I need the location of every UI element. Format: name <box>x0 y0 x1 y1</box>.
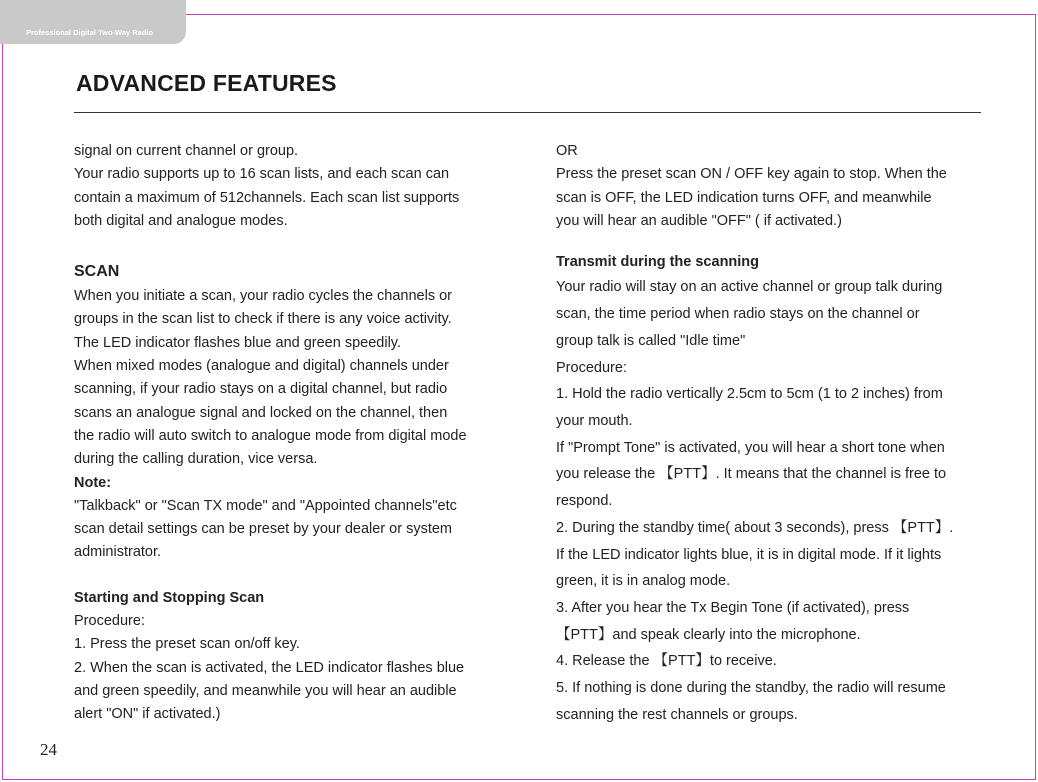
text-line: Press the preset scan ON / OFF key again to stop. When the <box>556 166 947 183</box>
text-line: contain a maximum of 512channels. Each scan list supports <box>74 189 460 206</box>
transmit-heading: Transmit during the scanning <box>556 254 760 271</box>
text-line: during the calling duration, vice versa. <box>74 451 318 468</box>
start-stop-heading: Starting and Stopping Scan <box>74 589 265 606</box>
text-line: groups in the scan list to check if there is any voice activity. <box>74 311 452 328</box>
text-line: you release the 【PTT】. It means that the channel is free to <box>556 466 947 483</box>
text-line: 1. Hold the radio vertically 2.5cm to 5cm (1 to 2 inches) from <box>556 386 943 403</box>
text-line: 3. After you hear the Tx Begin Tone (if activated), press <box>556 599 910 616</box>
text-line: Your radio supports up to 16 scan lists, and each scan can <box>74 166 450 183</box>
stop-scan-paragraph <box>556 140 984 233</box>
text-line: "Talkback" or "Scan TX mode" and "Appointed channels"etc <box>74 497 457 514</box>
text-line: both digital and analogue modes. <box>74 212 288 229</box>
left-column <box>74 140 502 727</box>
text-line: If "Prompt Tone" is activated, you will hear a short tone when <box>556 439 945 456</box>
note-paragraph <box>74 495 502 565</box>
text-line: scans an analogue signal and locked on the channel, then <box>74 404 448 421</box>
title-divider <box>74 112 981 113</box>
intro-paragraph <box>74 140 502 233</box>
text-line: Your radio will stay on an active channel or group talk during <box>556 279 943 296</box>
page-number: 24 <box>40 740 57 759</box>
text-line: you will hear an audible "OFF" ( if activated.) <box>556 212 842 229</box>
text-line: the radio will auto switch to analogue mode from digital mode <box>74 427 467 444</box>
text-line: group talk is called "Idle time" <box>556 332 746 349</box>
text-line: Procedure: <box>74 613 145 630</box>
text-line: 2. During the standby time( about 3 seconds), press 【PTT】. <box>556 519 954 536</box>
text-line: If the LED indicator lights blue, it is in digital mode. If it lights <box>556 546 942 563</box>
text-line: scanning the rest channels or groups. <box>556 706 798 723</box>
scan-paragraph <box>74 285 502 471</box>
text-line: 1. Press the preset scan on/off key. <box>74 636 300 653</box>
text-line: When mixed modes (analogue and digital) channels under <box>74 358 449 375</box>
text-line: administrator. <box>74 544 162 561</box>
text-line: alert "ON" if activated.) <box>74 706 221 723</box>
transmit-paragraph <box>556 274 984 728</box>
header-tab <box>0 0 186 44</box>
text-line: When you initiate a scan, your radio cycles the channels or <box>74 288 453 305</box>
text-line: your mouth. <box>556 413 633 429</box>
scan-heading: SCAN <box>74 263 120 281</box>
text-line: respond. <box>556 493 613 510</box>
text-line: signal on current channel or group. <box>74 143 299 159</box>
text-line: green, it is in analog mode. <box>556 573 731 590</box>
start-stop-paragraph <box>74 610 502 726</box>
text-line: scanning, if your radio stays on a digital channel, but radio <box>74 381 448 398</box>
text-line: 5. If nothing is done during the standby, the radio will resume <box>556 680 946 697</box>
text-line: scan is OFF, the LED indication turns OFF, and meanwhile <box>556 189 932 206</box>
text-line: Procedure: <box>556 359 627 376</box>
text-line: 2. When the scan is activated, the LED indicator flashes blue <box>74 659 465 676</box>
text-line: and green speedily, and meanwhile you will hear an audible <box>74 682 457 699</box>
right-column <box>556 140 984 728</box>
note-label: Note: <box>74 474 112 491</box>
page-title: ADVANCED FEATURES <box>76 70 337 96</box>
text-line: 【PTT】and speak clearly into the microphone. <box>556 626 861 643</box>
text-line: OR <box>556 143 578 159</box>
text-line: 4. Release the 【PTT】to receive. <box>556 653 777 670</box>
text-line: scan, the time period when radio stays on the channel or <box>556 306 920 323</box>
header-tab-label: Professional Digital Two-Way Radio <box>26 28 154 37</box>
text-line: scan detail settings can be preset by your dealer or system <box>74 521 452 538</box>
text-line: The LED indicator flashes blue and green speedily. <box>74 334 401 351</box>
